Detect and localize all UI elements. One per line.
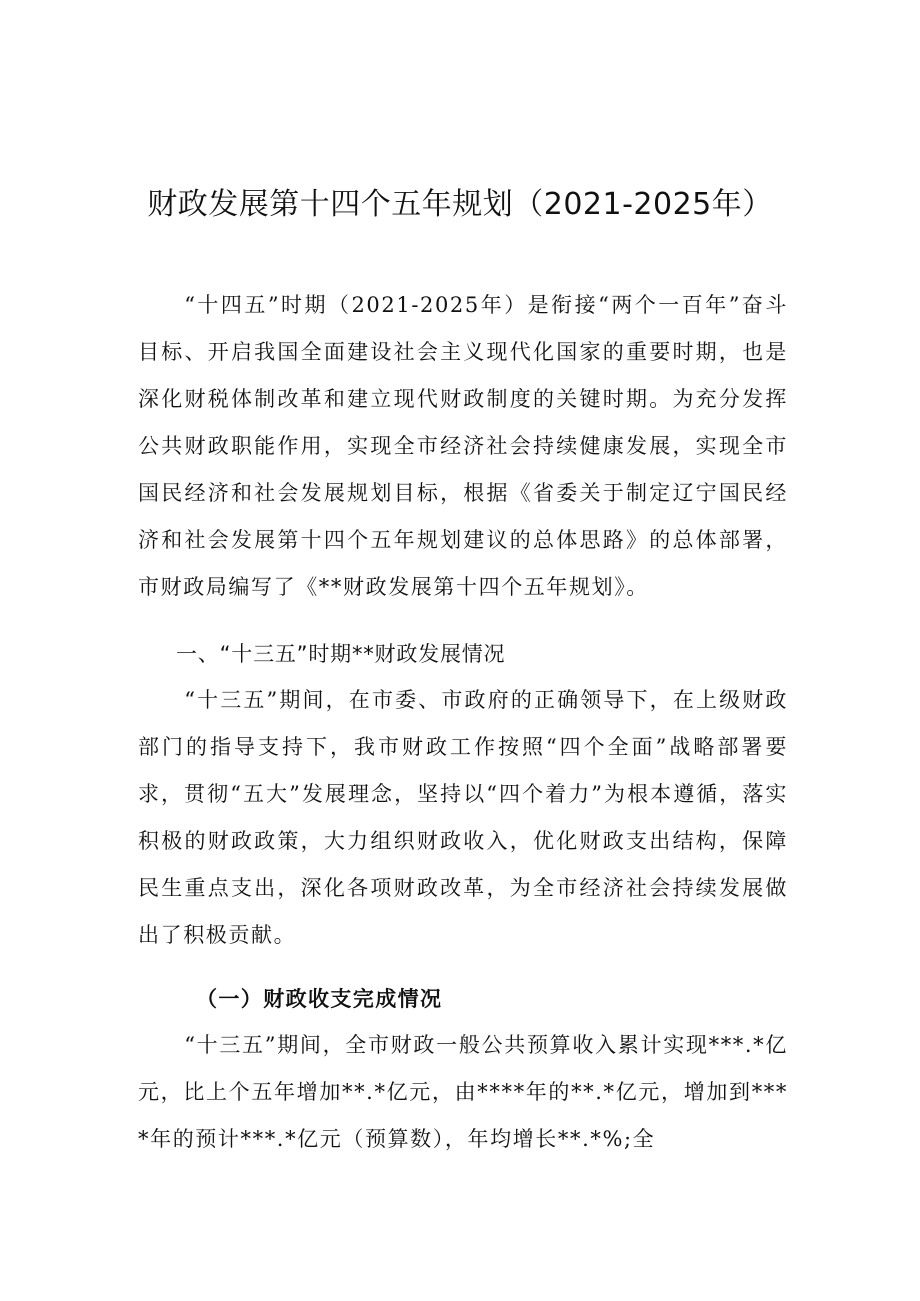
document-title: 财政发展第十四个五年规划（2021-2025年） [147,187,773,222]
section-heading-1: 一、“十三五”时期**财政发展情况 [176,642,506,666]
subsection-1-paragraph: “十三五”期间，全市财政一般公共预算收入累计实现***.*亿元，比上个五年增加**.*亿元，由****年的**.*亿元，增加到****年的预计***.*亿元（预算数），年均增长**.*%;全 [138,1033,788,1151]
subsection-heading-1: （一）财政收支完成情况 [196,986,443,1011]
section-1-paragraph: “十三五”期间，在市委、市政府的正确领导下，在上级财政部门的指导支持下，我市财政工作按照“四个全面”战略部署要求，贯彻“五大”发展理念，坚持以“四个着力”为根本遵循，落实积极的财政政策，大力组织财政收入，优化财政支出结构，保障民生重点支出，深化各项财政改革，为全市经济社会持续发展做出了积极贡献。 [138,688,788,947]
intro-paragraph: “十四五”时期（2021-2025年）是衔接“两个一百年”奋斗目标、开启我国全面建设社会主义现代化国家的重要时期，也是深化财税体制改革和建立现代财政制度的关键时期。为充分发挥公共财政职能作用，实现全市经济社会持续健康发展，实现全市国民经济和社会发展规划目标，根据《省委关于制定辽宁国民经济和社会发展第十四个五年规划建议的总体思路》的总体部署，市财政局编写了《**财政发展第十四个五年规划》。 [138,293,788,599]
